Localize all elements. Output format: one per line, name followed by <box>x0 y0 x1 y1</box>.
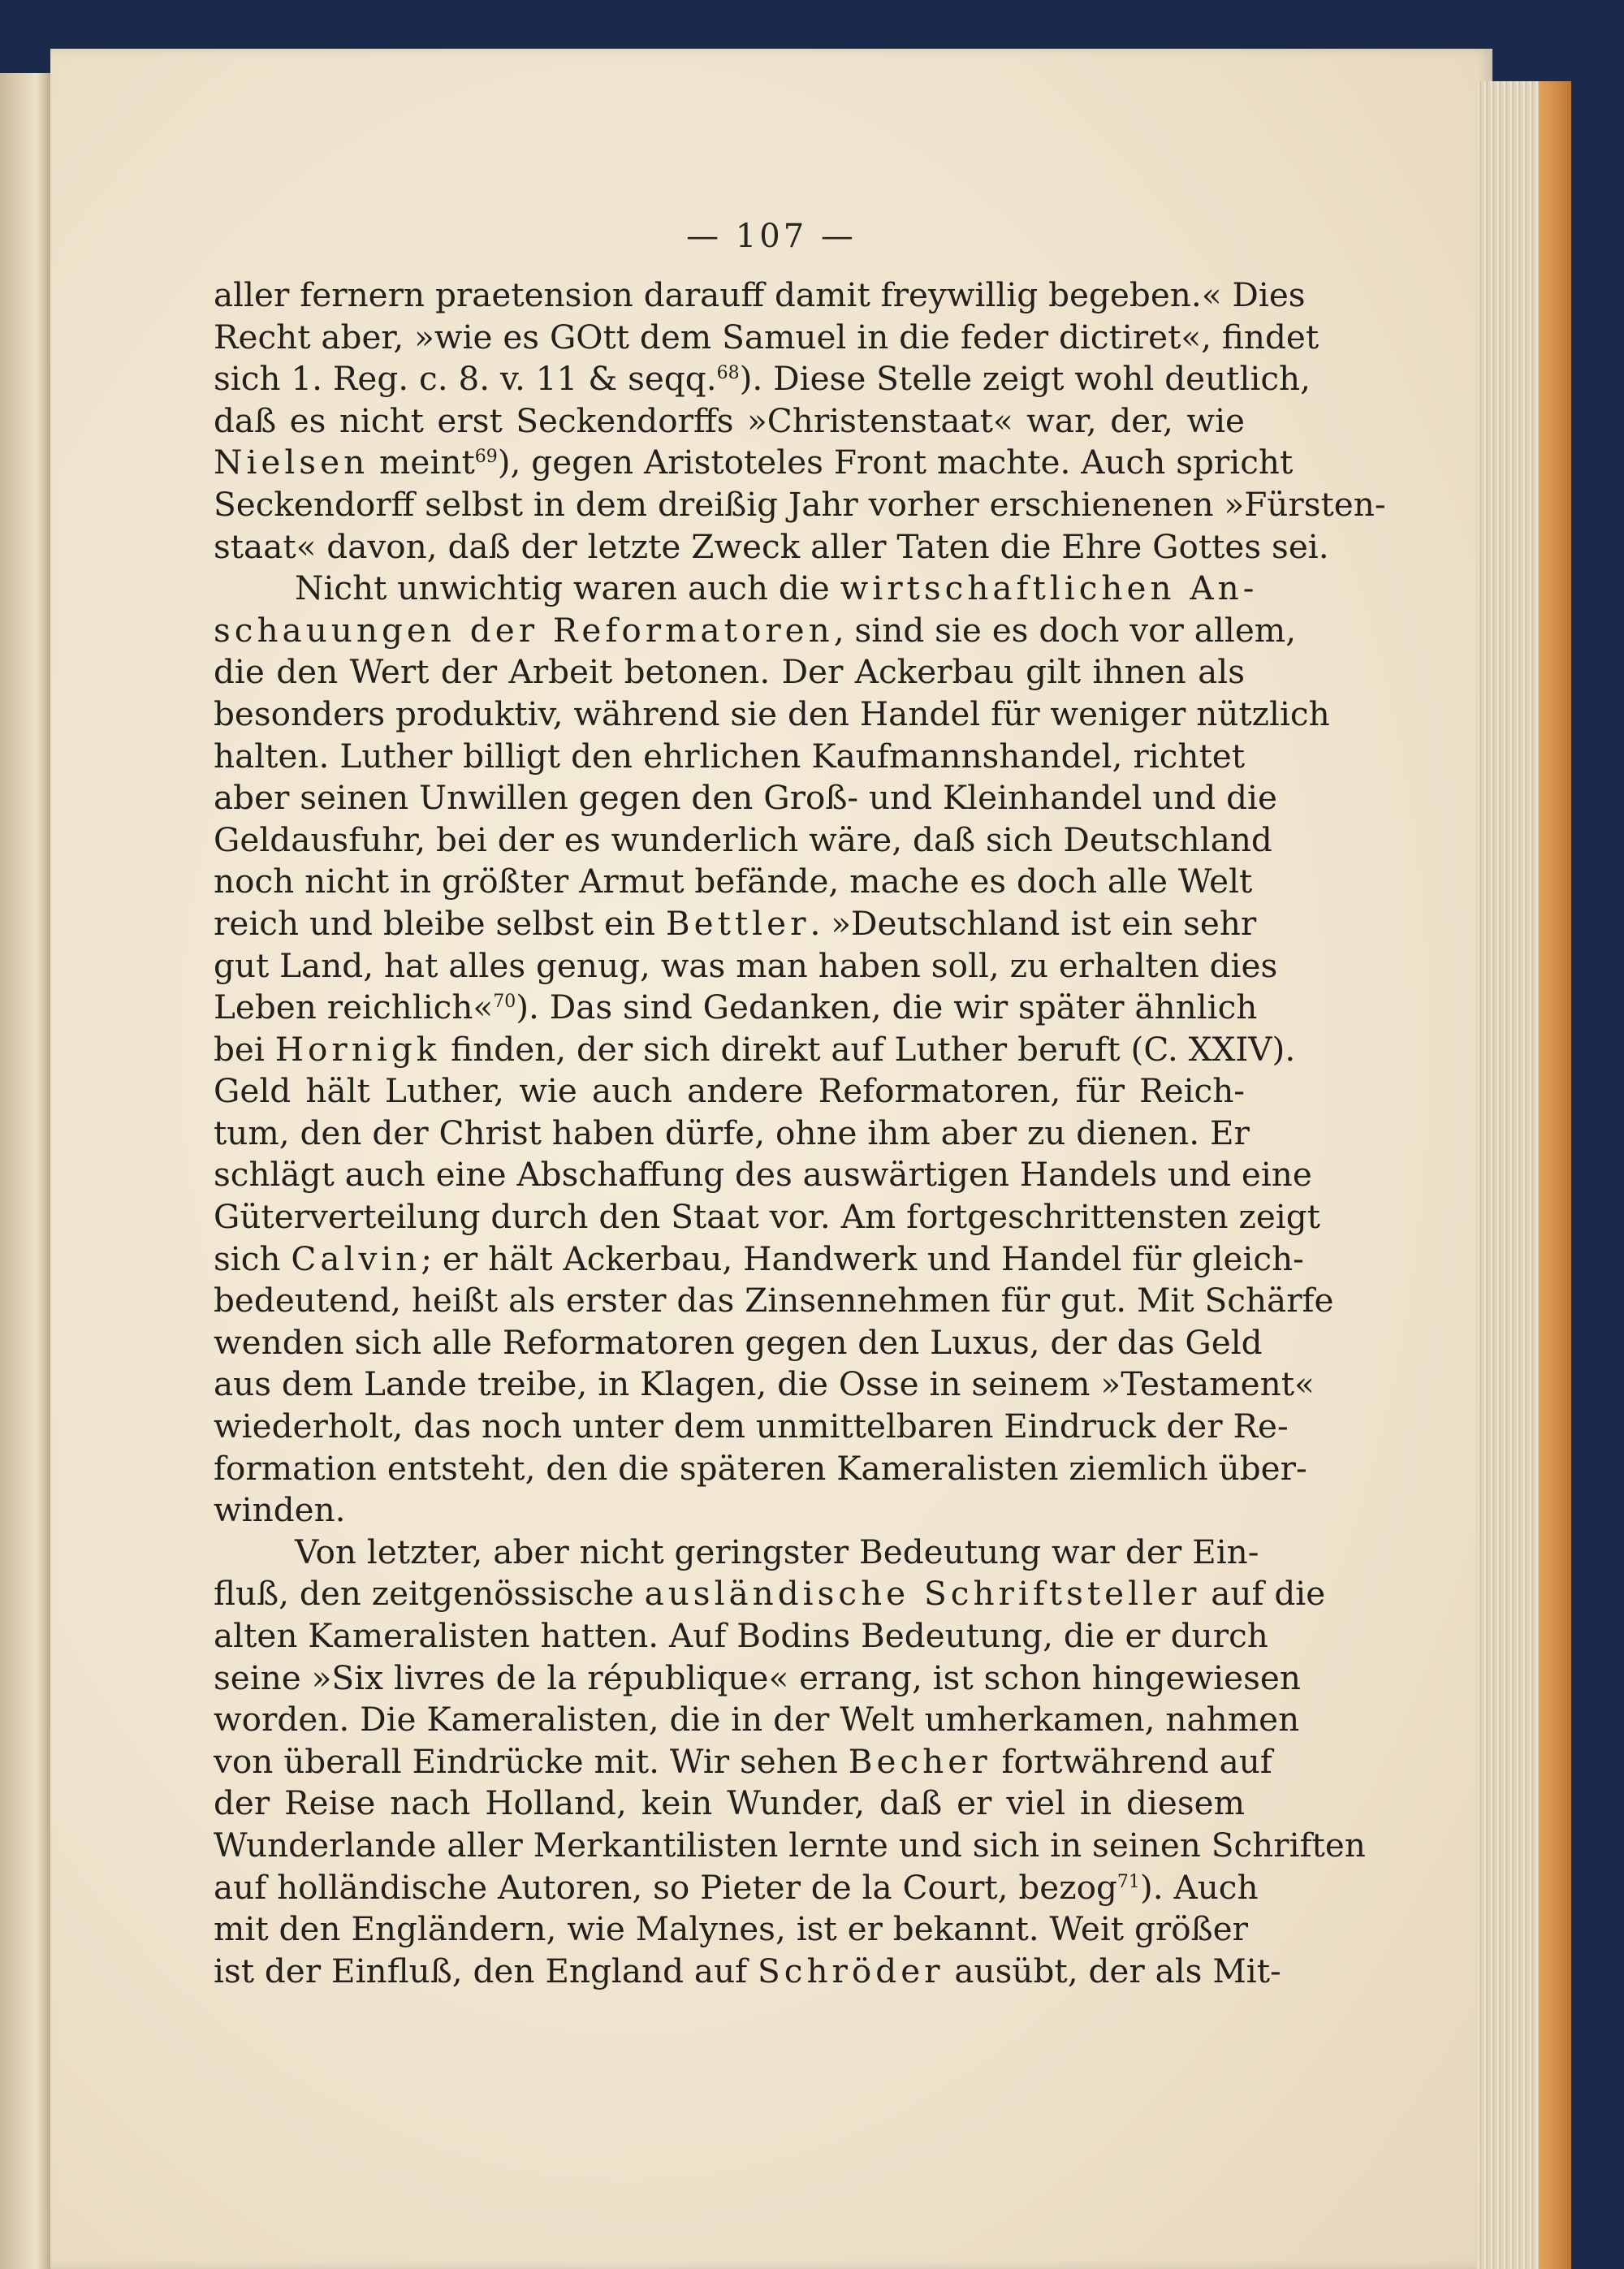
text-line: Von letzter, aber nicht geringster Bedeutung war der Ein- <box>295 1532 1259 1571</box>
text-line: Geldausfuhr, bei der es wunderlich wäre, daß sich Deutschland <box>214 819 1272 859</box>
text-line: Güterverteilung durch den Staat vor. Am fortgeschrittensten zeigt <box>214 1197 1320 1237</box>
text-line: tum, den der Christ haben dürfe, ohne ihm aber zu dienen. Er <box>214 1113 1250 1152</box>
text-line: noch nicht in größter Armut befände, mache es doch alle Welt <box>214 862 1253 901</box>
text-line: sich 1. Reg. c. 8. v. 11 & seqq.$^{68}$). Diese Stelle zeigt wohl deutlich, <box>214 359 1311 399</box>
text-line: aller fernern praetension darauff damit freywillig begeben.« Dies <box>214 275 1306 314</box>
body-text <box>214 274 1386 1992</box>
footnote-ref: 68 <box>716 363 740 384</box>
page-number: — 107 — <box>686 218 857 255</box>
text-line: gut Land, hat alles genug, was man haben soll, zu erhalten dies <box>214 945 1278 985</box>
text-line: besonders produktiv, während sie den Handel für weniger nützlich <box>214 694 1330 733</box>
text-line: auf holländische Autoren, so Pieter de la Court, bezog$^{71}$). Auch <box>214 1867 1259 1907</box>
text-line: winden. <box>214 1490 346 1530</box>
text-line: bei Hornigk finden, der sich direkt auf Luther beruft (C. XXIV). <box>214 1029 1296 1069</box>
book-cover-edge <box>1539 81 1571 2269</box>
text-line: alten Kameralisten hatten. Auf Bodins Bedeutung, die er durch <box>214 1616 1268 1655</box>
text-line: fluß, den zeitgenössische ausländische Schriftsteller auf die <box>214 1574 1326 1614</box>
text-line: von überall Eindrücke mit. Wir sehen Becher fortwährend auf <box>214 1741 1272 1781</box>
text-line: wiederholt, das noch unter dem unmittelbaren Eindruck der Re- <box>214 1407 1289 1446</box>
text-line: die den Wert der Arbeit betonen. Der Ackerbau gilt ihnen als <box>214 652 1245 692</box>
text-line: halten. Luther billigt den ehrlichen Kaufmannshandel, richtet <box>214 736 1245 776</box>
text-line: schlägt auch eine Abschaffung des auswärtigen Handels und eine <box>214 1155 1312 1195</box>
text-line: Nielsen meint$^{69}$), gegen Aristoteles Front machte. Auch spricht <box>214 443 1294 482</box>
text-line: ist der Einfluß, den England auf Schröder ausübt, der als Mit- <box>214 1951 1281 1990</box>
footnote-ref: 70 <box>493 992 516 1013</box>
text-line: Nicht unwichtig waren auch die wirtschaftlichen An- <box>295 568 1259 608</box>
text-line: reich und bleibe selbst ein Bettler. »Deutschland ist ein sehr <box>214 903 1257 943</box>
text-line: seine »Six livres de la république« errang, ist schon hingewiesen <box>214 1657 1301 1697</box>
text-line: aus dem Lande treibe, in Klagen, die Osse in seinem »Testament« <box>214 1364 1315 1404</box>
text-line: worden. Die Kameralisten, die in der Welt umherkamen, nahmen <box>214 1700 1300 1740</box>
footnote-ref: 69 <box>474 447 498 468</box>
text-line: staat« davon, daß der letzte Zweck aller Taten die Ehre Gottes sei. <box>214 526 1329 566</box>
text-line: schauungen der Reformatoren, sind sie es doch vor allem, <box>214 610 1297 650</box>
text-line: daß es nicht erst Seckendorffs »Christenstaat« war, der, wie <box>214 400 1245 440</box>
text-line: der Reise nach Holland, kein Wunder, daß er viel in diesem <box>214 1783 1245 1823</box>
text-line: sich Calvin; er hält Ackerbau, Handwerk und Handel für gleich- <box>214 1238 1304 1278</box>
text-line: Seckendorff selbst in dem dreißig Jahr vorher erschienenen »Fürsten- <box>214 484 1386 524</box>
text-line: wenden sich alle Reformatoren gegen den Luxus, der das Geld <box>214 1322 1263 1362</box>
left-page-edge <box>0 73 52 2269</box>
text-line: Wunderlande aller Merkantilisten lernte und sich in seinen Schriften <box>214 1825 1366 1865</box>
text-line: Recht aber, »wie es GOtt dem Samuel in die feder dictiret«, findet <box>214 317 1320 357</box>
text-line: bedeutend, heißt als erster das Zinsennehmen für gut. Mit Schärfe <box>214 1281 1334 1320</box>
text-line: Leben reichlich«$^{70}$). Das sind Gedanken, die wir später ähnlich <box>214 988 1258 1027</box>
text-line: Geld hält Luther, wie auch andere Reformatoren, für Reich- <box>214 1071 1245 1111</box>
text-line: aber seinen Unwillen gegen den Groß- und Kleinhandel und die <box>214 778 1277 818</box>
text-line: formation entsteht, den die späteren Kameralisten ziemlich über- <box>214 1448 1307 1488</box>
footnote-ref: 71 <box>1116 1871 1140 1892</box>
text-line: mit den Engländern, wie Malynes, ist er bekannt. Weit größer <box>214 1909 1248 1949</box>
